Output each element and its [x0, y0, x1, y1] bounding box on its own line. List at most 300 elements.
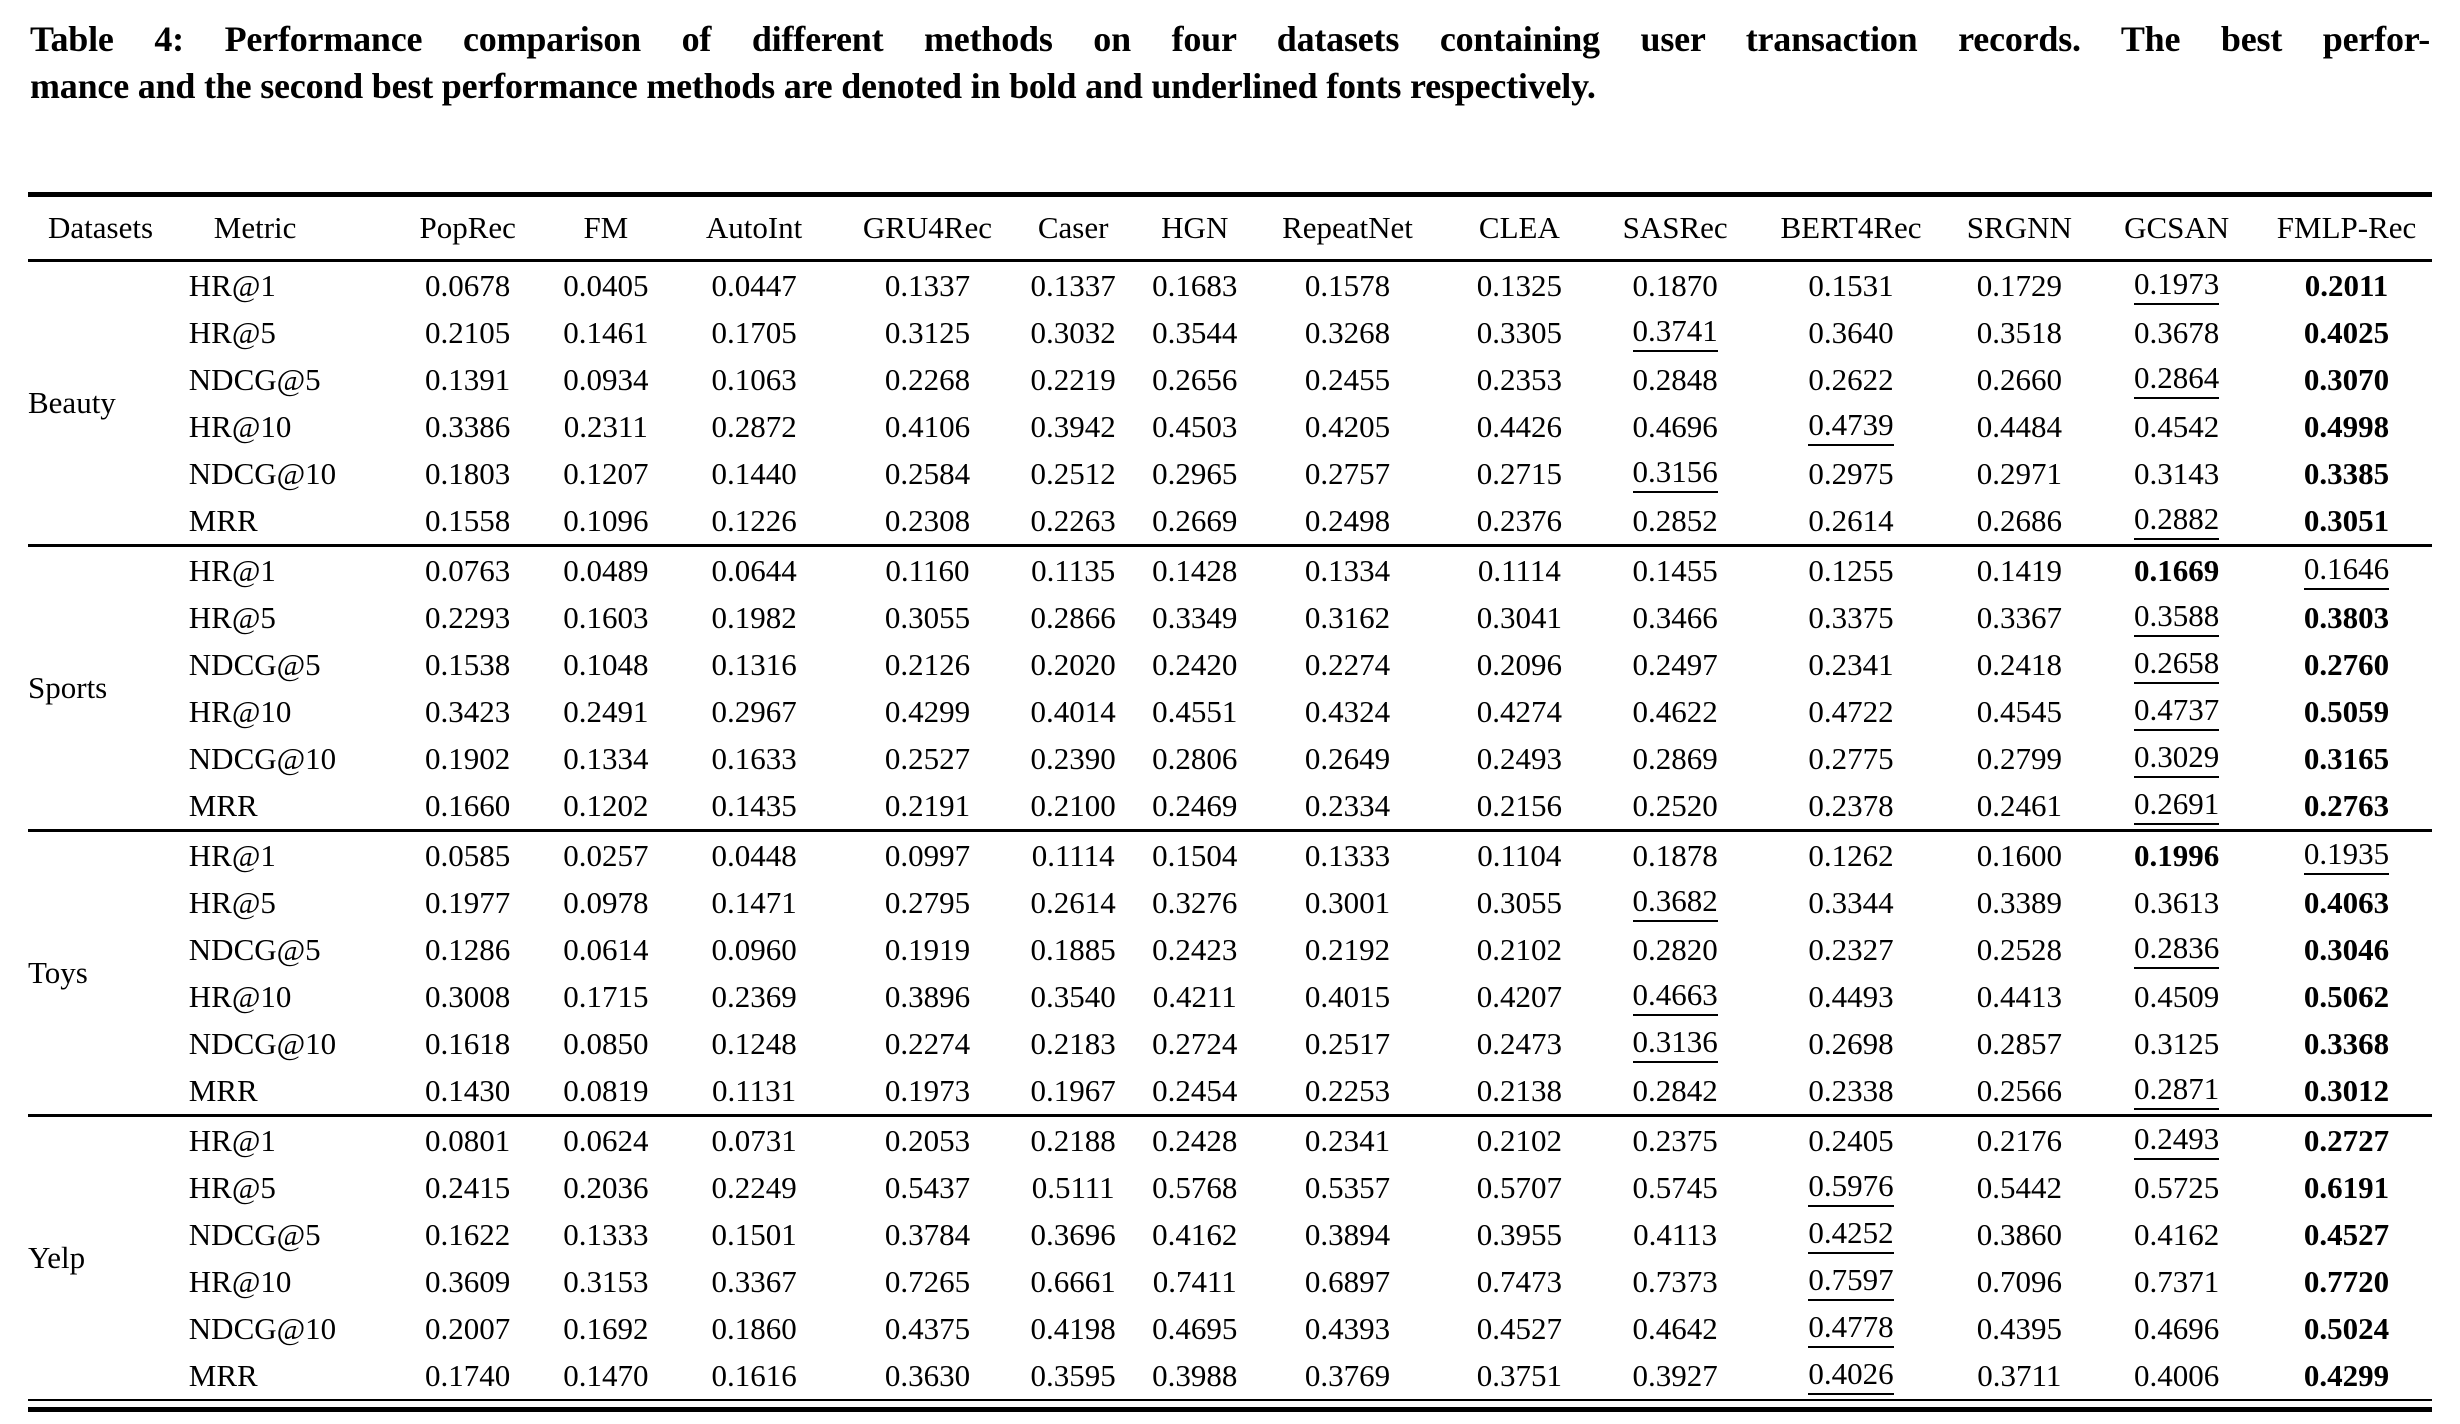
- value: 0.5357: [1304, 1169, 1391, 1205]
- value-cell-fmlp-rec: [2261, 594, 2432, 641]
- row-beauty-hr-1: [28, 261, 2432, 310]
- value-cell-bert4rec: [1756, 1067, 1947, 1116]
- metric-label: HR@10: [188, 978, 292, 1014]
- value-cell-autoint: [661, 356, 847, 403]
- value: 0.1435: [711, 787, 797, 823]
- value-cell-sasrec: [1595, 1164, 1756, 1211]
- value-cell-repeatnet: [1251, 879, 1444, 926]
- value-cell-poprec: [385, 1211, 551, 1258]
- value-cell-fmlp-rec: [2261, 831, 2432, 880]
- value: 0.1977: [425, 884, 511, 920]
- value: 0.2176: [1976, 1122, 2062, 1158]
- value-cell-gcsan: [2092, 831, 2261, 880]
- value: 0.1316: [711, 646, 797, 682]
- value: 0.2308: [884, 502, 971, 538]
- value-cell-autoint: [661, 1211, 847, 1258]
- value-cell-poprec: [385, 497, 551, 546]
- row-yelp-hr-10: [28, 1258, 2432, 1305]
- value-cell-autoint: [661, 1258, 847, 1305]
- column-header-hgn: HGN: [1138, 195, 1251, 261]
- value: 0.1616: [711, 1357, 797, 1393]
- value: 0.5442: [1976, 1169, 2062, 1205]
- column-header-sasrec: SASRec: [1595, 195, 1756, 261]
- value-cell-clea: [1444, 1067, 1595, 1116]
- value: 0.2454: [1152, 1072, 1238, 1108]
- performance-table: [28, 192, 2432, 1399]
- value-cell-fm: [551, 356, 662, 403]
- value-cell-bert4rec: [1756, 309, 1947, 356]
- value-cell-autoint: [661, 497, 847, 546]
- value-cell-fmlp-rec: [2261, 1352, 2432, 1399]
- value-cell-clea: [1444, 735, 1595, 782]
- value-cell-bert4rec: [1756, 261, 1947, 310]
- value: 0.4205: [1304, 408, 1391, 444]
- value-cell-srgnn: [1946, 688, 2092, 735]
- value: 0.2378: [1808, 787, 1894, 823]
- value-cell-hgn: [1138, 261, 1251, 310]
- value-cell-caser: [1008, 1211, 1139, 1258]
- value: 0.2869: [1632, 740, 1718, 776]
- value-cell-sasrec: [1595, 926, 1756, 973]
- value-cell-fmlp-rec: [2261, 879, 2432, 926]
- value-cell-hgn: [1138, 1164, 1251, 1211]
- value: 0.0614: [563, 931, 649, 967]
- value-cell-srgnn: [1946, 450, 2092, 497]
- value: 0.4106: [884, 408, 971, 444]
- value-cell-fm: [551, 261, 662, 310]
- value: 0.2053: [884, 1122, 971, 1158]
- value: 0.2975: [1808, 455, 1894, 491]
- value-cell-caser: [1008, 1258, 1139, 1305]
- value-cell-sasrec: [1595, 1067, 1756, 1116]
- value: 0.3518: [1976, 314, 2062, 350]
- value: 0.4542: [2133, 408, 2220, 444]
- value-cell-hgn: [1138, 926, 1251, 973]
- value-cell-gru4rec: [847, 546, 1008, 595]
- value: 0.7473: [1476, 1263, 1562, 1299]
- metric-label: NDCG@5: [188, 646, 321, 682]
- value-cell-poprec: [385, 973, 551, 1020]
- value-cell-clea: [1444, 1258, 1595, 1305]
- value: 0.4642: [1632, 1310, 1718, 1346]
- best-value: 0.3051: [2303, 502, 2390, 538]
- value: 0.1558: [425, 502, 511, 538]
- value: 0.4211: [1152, 978, 1237, 1014]
- value: 0.3466: [1632, 599, 1718, 635]
- value-cell-hgn: [1138, 497, 1251, 546]
- row-yelp-mrr: [28, 1352, 2432, 1399]
- value: 0.2428: [1152, 1122, 1238, 1158]
- value-cell-repeatnet: [1251, 403, 1444, 450]
- value-cell-poprec: [385, 1116, 551, 1165]
- value-cell-sasrec: [1595, 782, 1756, 831]
- value-cell-fm: [551, 831, 662, 880]
- value-cell-gcsan: [2092, 356, 2261, 403]
- value-cell-clea: [1444, 1020, 1595, 1067]
- value-cell-autoint: [661, 1164, 847, 1211]
- value: 0.2253: [1304, 1072, 1391, 1108]
- second-best-value: 0.4778: [1808, 1310, 1893, 1347]
- value-cell-gcsan: [2092, 1211, 2261, 1258]
- value: 0.2614: [1808, 502, 1894, 538]
- value: 0.7371: [2133, 1263, 2220, 1299]
- second-best-value: 0.4026: [1808, 1357, 1893, 1394]
- value-cell-fm: [551, 1258, 662, 1305]
- value: 0.1337: [884, 267, 971, 303]
- value-cell-fm: [551, 1305, 662, 1352]
- value: 0.2848: [1632, 361, 1718, 397]
- value-cell-gru4rec: [847, 261, 1008, 310]
- best-value: 0.1996: [2133, 837, 2220, 873]
- value: 0.2274: [1304, 646, 1391, 682]
- value-cell-fmlp-rec: [2261, 1164, 2432, 1211]
- value: 0.0997: [884, 837, 971, 873]
- value-cell-clea: [1444, 688, 1595, 735]
- value-cell-clea: [1444, 546, 1595, 595]
- value-cell-fmlp-rec: [2261, 546, 2432, 595]
- second-best-value: 0.5976: [1808, 1169, 1893, 1206]
- metric-label: HR@5: [188, 314, 276, 350]
- value: 0.2799: [1976, 740, 2062, 776]
- value-cell-poprec: [385, 594, 551, 641]
- value-cell-clea: [1444, 309, 1595, 356]
- second-best-value: 0.3136: [1633, 1025, 1718, 1062]
- value: 0.1455: [1632, 552, 1718, 588]
- value: 0.2461: [1976, 787, 2062, 823]
- value-cell-hgn: [1138, 1116, 1251, 1165]
- value: 0.1226: [711, 502, 797, 538]
- value: 0.3540: [1030, 978, 1116, 1014]
- value: 0.1114: [1031, 837, 1115, 873]
- value-cell-caser: [1008, 356, 1139, 403]
- value-cell-caser: [1008, 831, 1139, 880]
- value: 0.1255: [1808, 552, 1894, 588]
- row-sports-ndcg-10: [28, 735, 2432, 782]
- value: 0.1683: [1152, 267, 1238, 303]
- value-cell-gcsan: [2092, 594, 2261, 641]
- value-cell-caser: [1008, 309, 1139, 356]
- value-cell-sasrec: [1595, 1116, 1756, 1165]
- value-cell-fmlp-rec: [2261, 973, 2432, 1020]
- value: 0.0448: [711, 837, 797, 873]
- value: 0.2715: [1476, 455, 1562, 491]
- value-cell-poprec: [385, 261, 551, 310]
- value: 0.1501: [711, 1216, 797, 1252]
- value-cell-autoint: [661, 1305, 847, 1352]
- value: 0.3367: [711, 1263, 797, 1299]
- value-cell-repeatnet: [1251, 1067, 1444, 1116]
- value: 0.2806: [1152, 740, 1238, 776]
- value: 0.1430: [425, 1072, 511, 1108]
- best-value: 0.4998: [2303, 408, 2390, 444]
- value-cell-clea: [1444, 782, 1595, 831]
- value-cell-autoint: [661, 1352, 847, 1399]
- value: 0.4014: [1030, 693, 1116, 729]
- value: 0.1603: [563, 599, 649, 635]
- value: 0.3125: [884, 314, 971, 350]
- value-cell-gcsan: [2092, 1067, 2261, 1116]
- value-cell-clea: [1444, 831, 1595, 880]
- value-cell-fm: [551, 1211, 662, 1258]
- row-yelp-ndcg-5: [28, 1211, 2432, 1258]
- value-cell-gcsan: [2092, 497, 2261, 546]
- value-cell-hgn: [1138, 831, 1251, 880]
- value-cell-clea: [1444, 1352, 1595, 1399]
- value: 0.1419: [1976, 552, 2062, 588]
- value: 0.0978: [563, 884, 649, 920]
- value: 0.2498: [1304, 502, 1391, 538]
- value: 0.2614: [1030, 884, 1116, 920]
- value: 0.4509: [2133, 978, 2220, 1014]
- value-cell-gru4rec: [847, 1067, 1008, 1116]
- value: 0.2102: [1476, 1122, 1562, 1158]
- value-cell-fm: [551, 735, 662, 782]
- value-cell-autoint: [661, 735, 847, 782]
- value-cell-hgn: [1138, 1020, 1251, 1067]
- value-cell-repeatnet: [1251, 1352, 1444, 1399]
- value: 0.2390: [1030, 740, 1116, 776]
- value: 0.2872: [711, 408, 797, 444]
- value-cell-clea: [1444, 594, 1595, 641]
- value-cell-srgnn: [1946, 782, 2092, 831]
- value: 0.1391: [425, 361, 511, 397]
- value: 0.4503: [1152, 408, 1238, 444]
- value: 0.4113: [1633, 1216, 1718, 1252]
- best-value: 0.2760: [2303, 646, 2390, 682]
- value: 0.1660: [425, 787, 511, 823]
- metric-label: HR@10: [188, 693, 292, 729]
- value-cell-repeatnet: [1251, 688, 1444, 735]
- value: 0.2338: [1808, 1072, 1894, 1108]
- value-cell-poprec: [385, 926, 551, 973]
- value-cell-gcsan: [2092, 973, 2261, 1020]
- value-cell-poprec: [385, 688, 551, 735]
- value-cell-poprec: [385, 831, 551, 880]
- value-cell-fm: [551, 973, 662, 1020]
- value-cell-repeatnet: [1251, 1211, 1444, 1258]
- value-cell-gcsan: [2092, 1305, 2261, 1352]
- dataset-label-sports: Sports: [28, 546, 189, 831]
- value-cell-bert4rec: [1756, 1211, 1947, 1258]
- value: 0.2686: [1976, 502, 2062, 538]
- value-cell-repeatnet: [1251, 973, 1444, 1020]
- value: 0.3055: [884, 599, 971, 635]
- value-cell-sasrec: [1595, 1020, 1756, 1067]
- value: 0.2007: [425, 1310, 511, 1346]
- dataset-label-yelp: Yelp: [28, 1116, 189, 1400]
- value-cell-caser: [1008, 546, 1139, 595]
- value: 0.2775: [1808, 740, 1894, 776]
- value: 0.7096: [1976, 1263, 2062, 1299]
- value: 0.3386: [425, 408, 511, 444]
- value: 0.2512: [1030, 455, 1116, 491]
- value-cell-fm: [551, 1020, 662, 1067]
- value-cell-gru4rec: [847, 926, 1008, 973]
- value-cell-gru4rec: [847, 641, 1008, 688]
- value-cell-poprec: [385, 1020, 551, 1067]
- row-sports-hr-5: [28, 594, 2432, 641]
- value-cell-fmlp-rec: [2261, 450, 2432, 497]
- dataset-label-beauty: Beauty: [28, 385, 116, 420]
- value-cell-poprec: [385, 450, 551, 497]
- header-row: [28, 195, 2432, 261]
- value-cell-srgnn: [1946, 1305, 2092, 1352]
- value: 0.0644: [711, 552, 797, 588]
- best-value: 0.5062: [2303, 978, 2390, 1014]
- best-value: 0.4299: [2303, 1357, 2390, 1393]
- value-cell-poprec: [385, 735, 551, 782]
- value: 0.4426: [1476, 408, 1562, 444]
- value-cell-autoint: [661, 403, 847, 450]
- value-cell-autoint: [661, 309, 847, 356]
- value: 0.3678: [2133, 314, 2220, 350]
- value: 0.5768: [1152, 1169, 1238, 1205]
- value-cell-gru4rec: [847, 356, 1008, 403]
- value-cell-autoint: [661, 688, 847, 735]
- value: 0.2517: [1304, 1025, 1391, 1061]
- row-toys-hr-5: [28, 879, 2432, 926]
- value-cell-caser: [1008, 1116, 1139, 1165]
- value-cell-fmlp-rec: [2261, 1211, 2432, 1258]
- value: 0.4622: [1632, 693, 1718, 729]
- value: 0.7265: [884, 1263, 971, 1299]
- value: 0.1334: [563, 740, 649, 776]
- value-cell-hgn: [1138, 782, 1251, 831]
- second-best-value: 0.3029: [2134, 740, 2219, 777]
- value-cell-bert4rec: [1756, 735, 1947, 782]
- value-cell-bert4rec: [1756, 641, 1947, 688]
- value-cell-caser: [1008, 1352, 1139, 1399]
- value: 0.4162: [2133, 1216, 2220, 1252]
- value: 0.1063: [711, 361, 797, 397]
- value-cell-fmlp-rec: [2261, 641, 2432, 688]
- best-value: 0.3368: [2303, 1025, 2390, 1061]
- value-cell-caser: [1008, 1305, 1139, 1352]
- value: 0.3544: [1152, 314, 1238, 350]
- second-best-value: 0.2871: [2134, 1072, 2219, 1109]
- second-best-value: 0.2493: [2134, 1122, 2219, 1159]
- value: 0.3640: [1808, 314, 1894, 350]
- value-cell-gcsan: [2092, 309, 2261, 356]
- value-cell-clea: [1444, 497, 1595, 546]
- value-cell-gru4rec: [847, 1164, 1008, 1211]
- value: 0.1202: [563, 787, 649, 823]
- value-cell-gcsan: [2092, 879, 2261, 926]
- value-cell-hgn: [1138, 309, 1251, 356]
- value-cell-sasrec: [1595, 546, 1756, 595]
- value-cell-autoint: [661, 782, 847, 831]
- value: 0.2491: [563, 693, 649, 729]
- value: 0.2096: [1476, 646, 1562, 682]
- value: 0.2327: [1808, 931, 1894, 967]
- value: 0.0934: [563, 361, 649, 397]
- value: 0.1337: [1030, 267, 1116, 303]
- value: 0.4207: [1476, 978, 1562, 1014]
- value: 0.1692: [563, 1310, 649, 1346]
- value-cell-sasrec: [1595, 261, 1756, 310]
- value-cell-caser: [1008, 879, 1139, 926]
- value-cell-bert4rec: [1756, 973, 1947, 1020]
- value-cell-clea: [1444, 1116, 1595, 1165]
- value-cell-fmlp-rec: [2261, 926, 2432, 973]
- value: 0.2469: [1152, 787, 1238, 823]
- metric-label: NDCG@5: [188, 361, 321, 397]
- value: 0.1618: [425, 1025, 511, 1061]
- value: 0.3988: [1152, 1357, 1238, 1393]
- value-cell-bert4rec: [1756, 1305, 1947, 1352]
- value-cell-bert4rec: [1756, 879, 1947, 926]
- value-cell-caser: [1008, 973, 1139, 1020]
- row-beauty-hr-5: [28, 309, 2432, 356]
- value-cell-gcsan: [2092, 735, 2261, 782]
- value-cell-fm: [551, 688, 662, 735]
- value-cell-bert4rec: [1756, 356, 1947, 403]
- value: 0.1715: [563, 978, 649, 1014]
- best-value: 0.4527: [2303, 1216, 2390, 1252]
- value: 0.0624: [563, 1122, 649, 1158]
- second-best-value: 0.3156: [1633, 455, 1718, 492]
- value: 0.2527: [884, 740, 971, 776]
- value: 0.1135: [1031, 552, 1116, 588]
- value: 0.1160: [885, 552, 970, 588]
- value: 0.2156: [1476, 787, 1562, 823]
- value-cell-autoint: [661, 450, 847, 497]
- value-cell-caser: [1008, 497, 1139, 546]
- value: 0.3751: [1476, 1357, 1562, 1393]
- second-best-value: 0.4739: [1808, 408, 1893, 445]
- value: 0.5437: [884, 1169, 971, 1205]
- value-cell-srgnn: [1946, 309, 2092, 356]
- metric-label: HR@5: [188, 884, 276, 920]
- row-toys-mrr: [28, 1067, 2432, 1116]
- value: 0.6661: [1030, 1263, 1116, 1299]
- value: 0.4527: [1476, 1310, 1562, 1346]
- best-value: 0.3070: [2303, 361, 2390, 397]
- value-cell-fmlp-rec: [2261, 782, 2432, 831]
- value: 0.3344: [1808, 884, 1894, 920]
- value: 0.1982: [711, 599, 797, 635]
- best-value: 0.2011: [2304, 267, 2389, 303]
- value: 0.3001: [1304, 884, 1391, 920]
- value-cell-autoint: [661, 1020, 847, 1067]
- second-best-value: 0.2882: [2134, 502, 2219, 539]
- second-best-value: 0.2691: [2134, 787, 2219, 824]
- value: 0.3367: [1976, 599, 2062, 635]
- value: 0.4493: [1808, 978, 1894, 1014]
- row-sports-ndcg-5: [28, 641, 2432, 688]
- value: 0.2669: [1152, 502, 1238, 538]
- value: 0.2566: [1976, 1072, 2062, 1108]
- value-cell-repeatnet: [1251, 641, 1444, 688]
- row-toys-ndcg-5: [28, 926, 2432, 973]
- value-cell-hgn: [1138, 1305, 1251, 1352]
- row-yelp-ndcg-10: [28, 1305, 2432, 1352]
- value: 0.2105: [425, 314, 511, 350]
- value: 0.2036: [563, 1169, 649, 1205]
- best-value: 0.3165: [2303, 740, 2390, 776]
- value: 0.1048: [563, 646, 649, 682]
- value-cell-gru4rec: [847, 879, 1008, 926]
- value-cell-hgn: [1138, 356, 1251, 403]
- value: 0.2455: [1304, 361, 1391, 397]
- metric-label: NDCG@5: [188, 931, 321, 967]
- value: 0.1729: [1976, 267, 2062, 303]
- value-cell-autoint: [661, 546, 847, 595]
- value: 0.1461: [563, 314, 649, 350]
- value-cell-fmlp-rec: [2261, 356, 2432, 403]
- metric-label: HR@1: [189, 1116, 385, 1165]
- value: 0.2274: [884, 1025, 971, 1061]
